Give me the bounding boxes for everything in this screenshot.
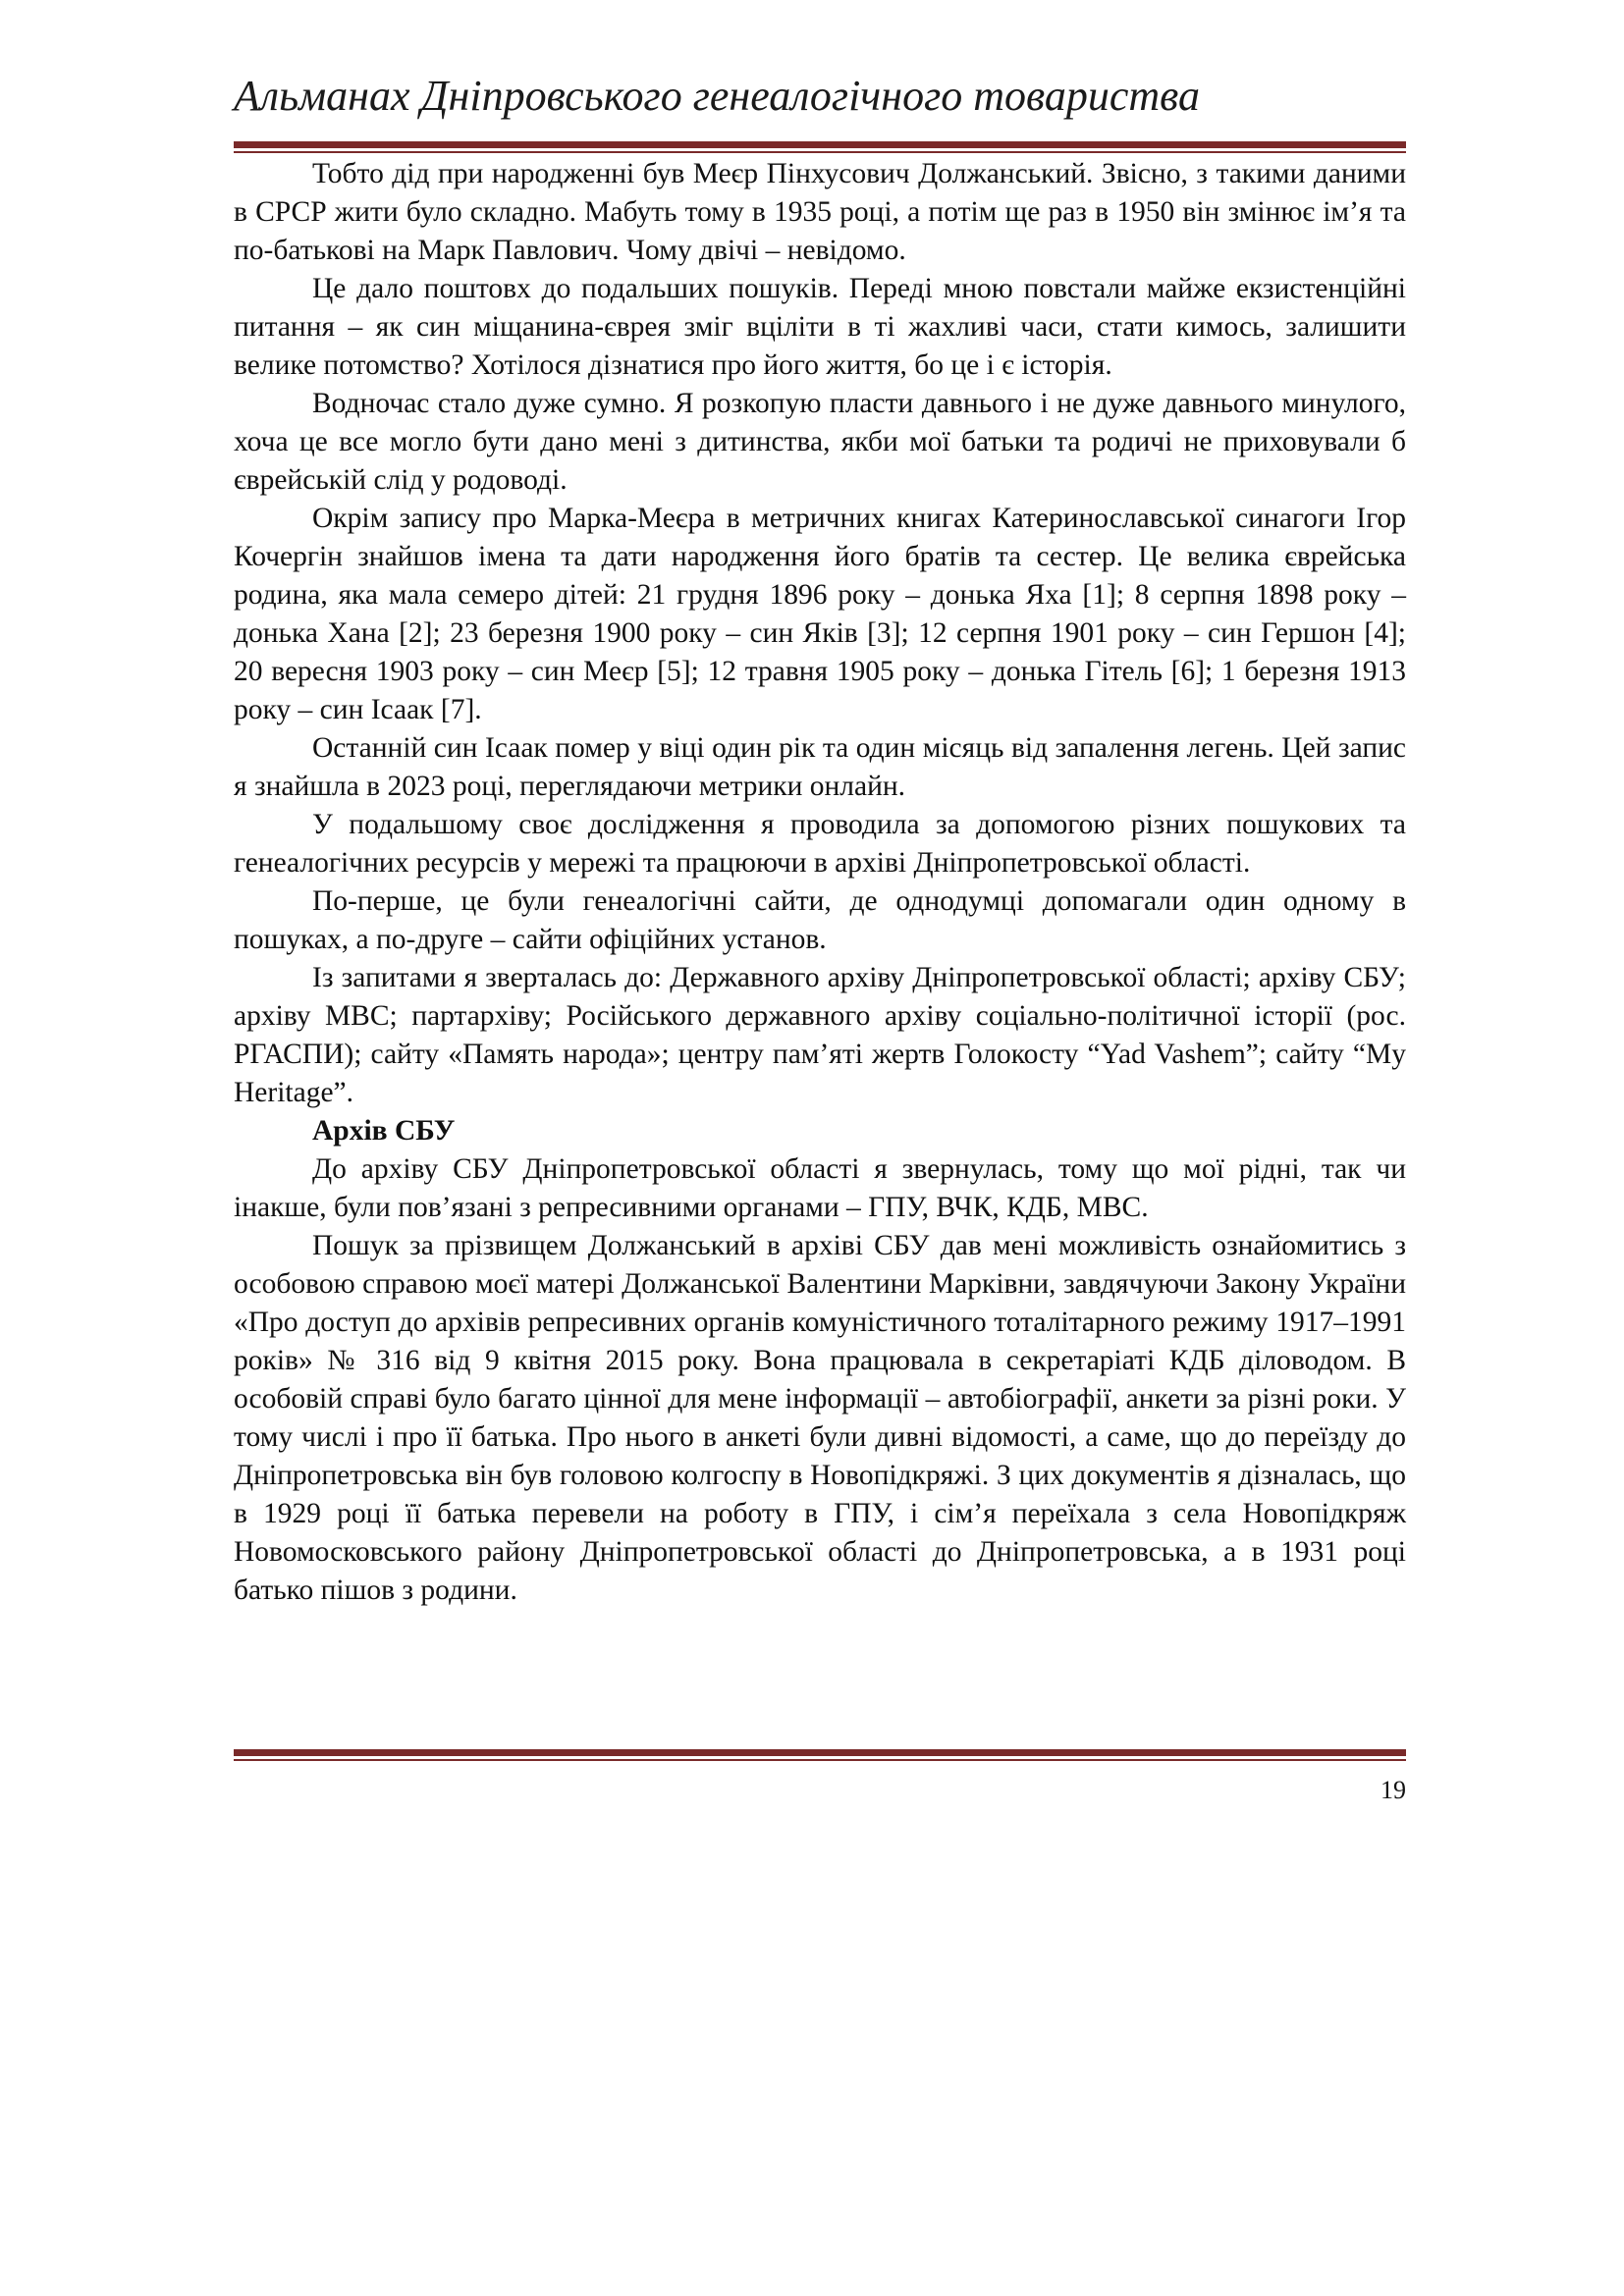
section-heading: Архів СБУ: [312, 1115, 456, 1147]
header-rule: [234, 141, 1406, 153]
paragraph: Із запитами я зверталась до: Державного архіву Дніпропетровської області; архіву СБУ; архіву МВС; партархіву; Російського державного архіву соціально-політичної історії (рос. РГАСПИ); сайту «Память народа»; центру пам’яті жертв Голокосту “Yad Vashem”; сайту “My Heritage”.: [234, 962, 1406, 1108]
paragraph: Пошук за прізвищем Должанський в архіві СБУ дав мені можливість ознайомитись з особовою справою моєї матері Должанської Валентини Марківни, завдячуючи Закону України «Про доступ до архівів репресивних органів комуністичного тоталітарного режиму 1917–1991 років» № 316 від 9 квітня 2015 року. Вона працювала в секретаріаті КДБ діловодом. В особовій справі було багато цінної для мене інформації – автобіографії, анкети за різні роки. У тому числі і про її батька. Про нього в анкеті були дивні відомості, а саме, що до переїзду до Дніпропетровська він був головою колгоспу в Новопідкряжі. З цих документів я дізналась, що в 1929 році її батька перевели на роботу в ГПУ, і сім’я переїхала з села Новопідкряж Новомосковського району Дніпропетровської області до Дніпропетровська, а в 1931 році батько пішов з родини.: [234, 1230, 1406, 1606]
header-rule-thick: [234, 141, 1406, 148]
page-number: 19: [1380, 1776, 1406, 1804]
paragraph: Останній син Ісаак помер у віці один рік та один місяць від запалення легень. Цей запис я знайшла в 2023 році, переглядаючи метрики онлайн.: [234, 732, 1406, 802]
paragraph: Тобто дід при народженні був Меєр Пінхусович Должанський. Звісно, з такими даними в СРСР жити було складно. Мабуть тому в 1935 році, а потім ще раз в 1950 він змінює ім’я та по-батькові на Марк Павлович. Чому двічі – невідомо.: [234, 158, 1406, 266]
paragraph: Водночас стало дуже сумно. Я розкопую пласти давнього і не дуже давнього минулого, хоча це все могло бути дано мені з дитинства, якби мої батьки та родичі не приховували б єврейській слід у родоводі.: [234, 388, 1406, 496]
paragraph: До архіву СБУ Дніпропетровської області я звернулась, тому що мої рідні, так чи інакше, були пов’язані з репресивними органами – ГПУ, ВЧК, КДБ, МВС.: [234, 1153, 1406, 1223]
paragraph: Це дало поштовх до подальших пошуків. Переді мною повстали майже екзистенційні питання – як син міщанина-єврея зміг вціліти в ті жахливі часи, стати кимось, залишити велике потомство? Хотілося дізнатися про його життя, бо це і є історія.: [234, 273, 1406, 381]
header-rule-thin: [234, 151, 1406, 153]
footer-rule: [234, 1749, 1406, 1761]
paragraph: У подальшому своє дослідження я проводила за допомогою різних пошукових та генеалогічних ресурсів у мережі та працюючи в архіві Дніпропетровської області.: [234, 809, 1406, 879]
paragraph: Окрім запису про Марка-Меєра в метричних книгах Катеринославської синагоги Ігор Кочергін знайшов імена та дати народження його братів та сестер. Це велика єврейська родина, яка мала семеро дітей: 21 грудня 1896 року – донька Яха [1]; 8 серпня 1898 року – донька Хана [2]; 23 березня 1900 року – син Яків [3]; 12 серпня 1901 року – син Гершон [4]; 20 вересня 1903 року – син Меєр [5]; 12 травня 1905 року – донька Гітель [6]; 1 березня 1913 року – син Ісаак [7].: [234, 503, 1406, 725]
paragraph: По-перше, це були генеалогічні сайти, де однодумці допомагали один одному в пошуках, а по-друге – сайти офіційних установ.: [234, 885, 1406, 955]
footer-rule-thick: [234, 1749, 1406, 1756]
almanac-title: Альманах Дніпровського генеалогічного товариства: [234, 72, 1200, 120]
article-body: [234, 155, 1406, 1610]
footer-rule-thin: [234, 1759, 1406, 1761]
